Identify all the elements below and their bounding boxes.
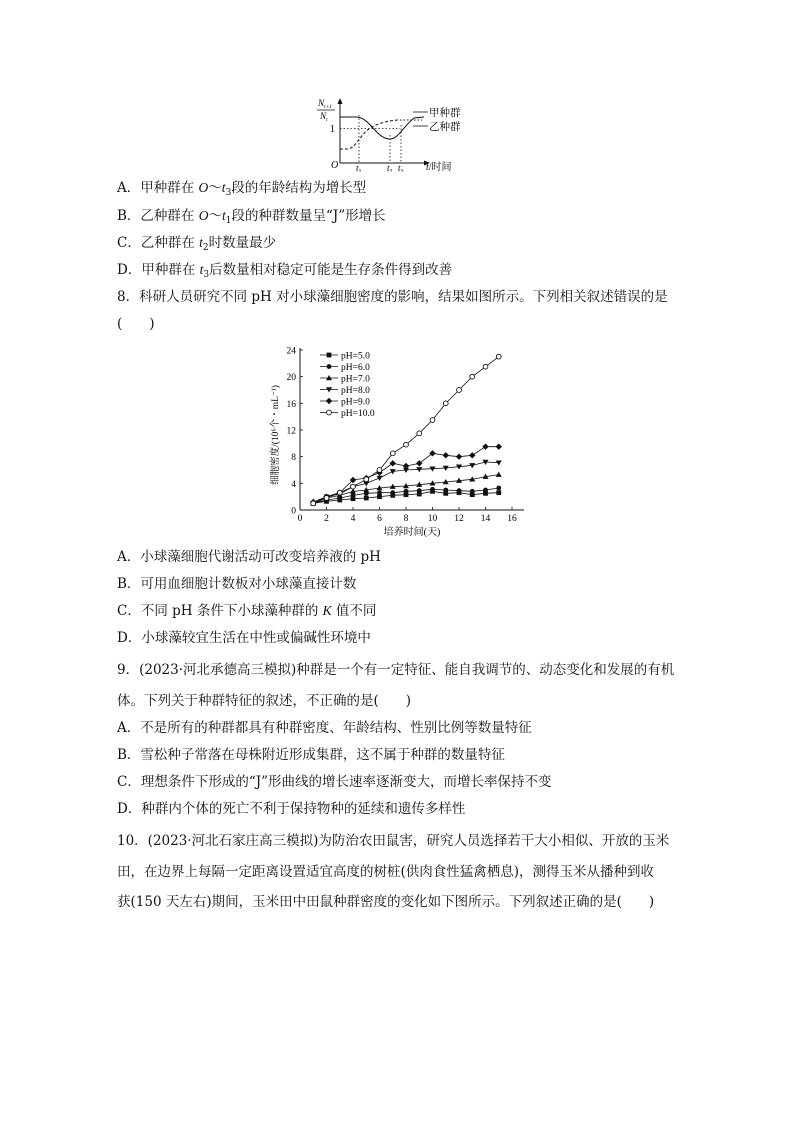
y-tick-label: 4 xyxy=(291,479,296,490)
data-point xyxy=(351,484,356,489)
data-point xyxy=(443,488,448,493)
data-point xyxy=(496,486,501,491)
q7-ylabel-den: $N_t$ xyxy=(320,111,328,123)
q9-option-c: C．理想条件下形成的“J”形曲线的增长速率逐渐变大，而增长率保持不变 xyxy=(117,774,552,790)
data-point xyxy=(457,488,462,493)
q7-y-arrow xyxy=(338,98,343,104)
legend-marker-2 xyxy=(327,364,332,369)
q7-tick-t1: $t_1$ xyxy=(356,163,362,172)
data-point xyxy=(364,477,369,482)
y-tick-label: 16 xyxy=(286,399,296,410)
data-point xyxy=(483,364,488,369)
data-point xyxy=(443,452,449,458)
q8-option-d: D．小球藻较宜生活在中性或偏碱性环境中 xyxy=(117,630,371,646)
q8-option-a: A．小球藻细胞代谢活动可改变培养液的 pH xyxy=(117,549,381,565)
x-tick-label: 12 xyxy=(454,514,464,524)
data-point xyxy=(470,374,475,379)
x-tick-label: 10 xyxy=(427,514,438,524)
q7-figure xyxy=(314,95,474,172)
data-point xyxy=(457,388,462,393)
q8-chart xyxy=(266,340,530,540)
data-point xyxy=(377,490,382,495)
data-point xyxy=(496,443,502,449)
q7-tick-t2: $t_2$ xyxy=(387,163,393,172)
data-point xyxy=(496,490,501,495)
data-point xyxy=(417,431,422,436)
q10-stem-line3: 获(150 天左右)期间，玉米田中田鼠种群密度的变化如下图所示。下列叙述正确的是( ) xyxy=(117,894,655,910)
data-point xyxy=(469,452,475,458)
data-point xyxy=(496,460,502,465)
legend-marker-6 xyxy=(327,410,332,415)
q7-option-b: B．乙种群在 $O\sim t_1$段的种群数量呈“J”形增长 xyxy=(117,208,386,226)
q7-legend-yi: 乙种群 xyxy=(429,122,461,133)
data-point xyxy=(364,496,369,501)
q9-stem-line1: 9．(2023·河北承德高三模拟)种群是一个有一定特征、能自我调节的、动态变化和发展的有机 xyxy=(117,662,675,678)
q9-option-a: A．不是所有的种群都具有种群密度、年龄结构、性别比例等数量特征 xyxy=(117,720,532,736)
data-point xyxy=(351,493,356,498)
data-point xyxy=(443,401,448,406)
x-tick-label: 8 xyxy=(403,514,409,524)
q7-origin: O xyxy=(331,160,339,171)
legend-marker-1 xyxy=(327,353,332,358)
q10-stem-line2: 田，在边界上每隔一定距离设置适宜高度的树桩(供肉食性猛禽栖息)，测得玉米从播种到收 xyxy=(117,864,655,880)
data-point xyxy=(496,354,501,359)
y-tick-label: 24 xyxy=(286,346,296,357)
data-point xyxy=(470,489,475,494)
legend-label-6: pH=10.0 xyxy=(341,409,375,419)
q8-stem-line1: 8．科研人员研究不同 pH 对小球藻细胞密度的影响，结果如图所示。下列相关叙述错误的是 xyxy=(117,289,668,305)
q7-tick-t3: $t_3$ xyxy=(398,163,404,172)
data-point xyxy=(390,490,395,495)
data-point xyxy=(337,490,342,495)
q7-option-a: A．甲种群在 $O\sim t_3$段的年龄结构为增长型 xyxy=(117,180,367,198)
data-point xyxy=(456,453,462,459)
data-point xyxy=(377,476,383,481)
data-point xyxy=(390,460,396,466)
q9-option-d: D．种群内个体的死亡不利于保持物种的延续和遗传多样性 xyxy=(117,801,466,817)
data-point xyxy=(430,418,435,423)
legend-label-4: pH=8.0 xyxy=(341,386,370,396)
legend-label-1: pH=5.0 xyxy=(341,351,370,362)
legend-marker-5 xyxy=(326,398,332,404)
data-point xyxy=(416,460,422,466)
data-point xyxy=(377,468,382,473)
q9-option-b: B．雪松种子常落在母株附近形成集群，这不属于种群的数量特征 xyxy=(117,747,505,763)
x-tick-label: 16 xyxy=(507,514,517,524)
data-point xyxy=(390,451,395,456)
q7-ylabel-num: $N_{t+1}$ xyxy=(318,98,333,110)
x-tick-label: 4 xyxy=(350,514,356,524)
data-point xyxy=(390,469,396,474)
x-tick-label: 2 xyxy=(324,514,329,524)
q8-option-b: B．可用血细胞计数板对小球藻直接计数 xyxy=(117,576,357,592)
x-tick-label: 6 xyxy=(377,514,382,524)
y-tick-label: 0 xyxy=(291,506,296,517)
q10-stem-line1: 10．(2023·河北石家庄高三模拟)为防治农田鼠害，研究人员选择若干大小相似、开放的玉米 xyxy=(117,833,670,849)
data-point xyxy=(404,442,409,447)
q7-legend-jia: 甲种群 xyxy=(429,108,461,119)
data-point xyxy=(430,487,435,492)
y-axis-label: 细胞密度/(10⁶个・mL⁻¹) xyxy=(271,385,281,485)
legend-label-5: pH=9.0 xyxy=(341,397,370,408)
x-tick-label: 14 xyxy=(480,514,491,524)
data-point xyxy=(417,488,422,493)
q7-x-label: t/时间 xyxy=(426,162,452,172)
data-point xyxy=(311,501,316,506)
q9-stem-line2: 体。下列关于种群特征的叙述，不正确的是( ) xyxy=(117,693,412,709)
data-point xyxy=(482,443,488,449)
q7-option-d: D．甲种群在 $t_3$后数量相对稳定可能是生存条件得到改善 xyxy=(117,262,453,280)
legend-label-2: pH=6.0 xyxy=(341,363,370,373)
data-point xyxy=(404,489,409,494)
data-point xyxy=(496,472,502,477)
q7-y-one: 1 xyxy=(330,124,335,135)
q8-option-c: C．不同 pH 条件下小球藻种群的 K 值不同 xyxy=(117,603,377,619)
legend-label-3: pH=7.0 xyxy=(341,374,370,385)
data-point xyxy=(324,496,329,501)
q8-stem-line2: ( ) xyxy=(117,316,155,332)
x-tick-label: 0 xyxy=(297,514,303,524)
q7-option-c: C．乙种群在 $t_2$时数量最少 xyxy=(117,235,277,253)
y-tick-label: 8 xyxy=(291,453,296,464)
y-tick-label: 20 xyxy=(286,373,296,384)
data-point xyxy=(483,488,488,493)
data-point xyxy=(429,450,435,456)
x-axis-label: 培养时间(天) xyxy=(383,527,441,538)
y-tick-label: 12 xyxy=(286,426,296,437)
